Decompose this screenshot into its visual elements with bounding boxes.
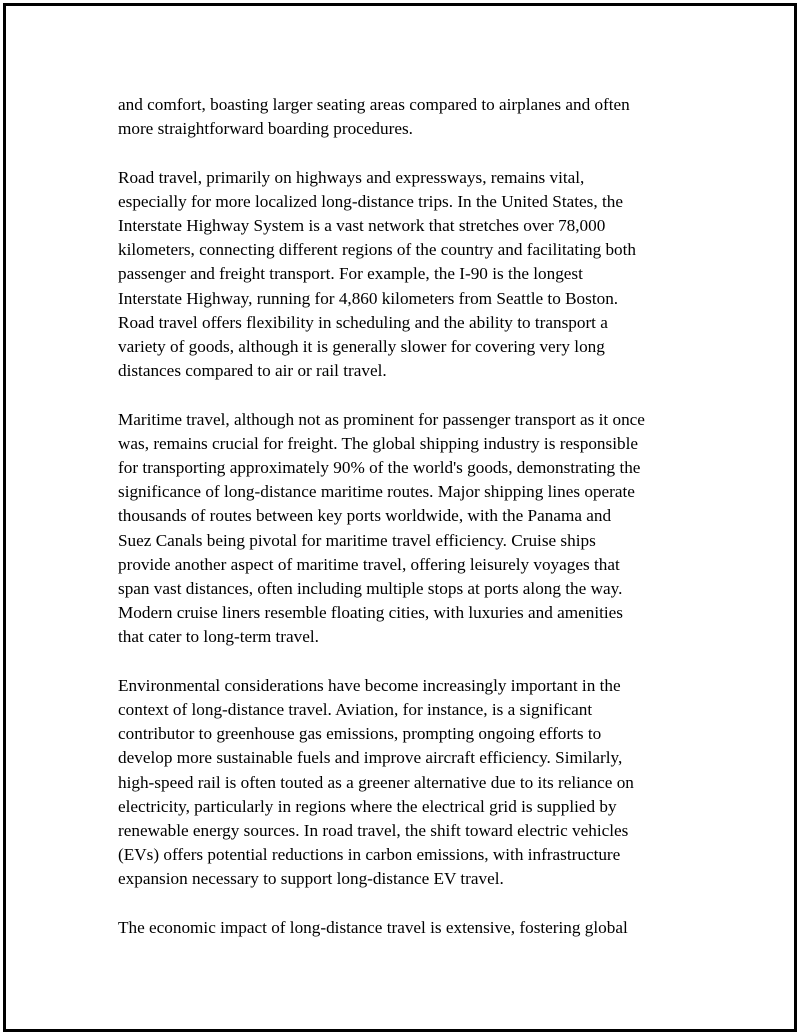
document-body	[118, 93, 688, 964]
paragraph-road-travel: Road travel, primarily on highways and expressways, remains vital, especially for more localized long-distance trips. In the United States, the Interstate Highway System is a vast network that stretches over 78,000 kilometers, connecting different regions of the country and facilitating both passenger and freight transport. For example, the I-90 is the longest Interstate Highway, running for 4,860 kilometers from Seattle to Boston. Road travel offers flexibility in scheduling and the ability to transport a variety of goods, although it is generally slower for covering very long distances compared to air or rail travel.	[118, 167, 637, 381]
paragraph-maritime-travel: Maritime travel, although not as prominent for passenger transport as it once was, remains crucial for freight. The global shipping industry is responsible for transporting approximately 90% of the world's goods, demonstrating the significance of long-distance maritime routes. Major shipping lines operate thousands of routes between key ports worldwide, with the Panama and Suez Canals being pivotal for maritime travel efficiency. Cruise ships provide another aspect of maritime travel, offering leisurely voyages that span vast distances, often including multiple stops at ports along the way. Modern cruise liners resemble floating cities, with luxuries and amenities that cater to long-term travel.	[118, 409, 645, 647]
paragraph-economic-impact: The economic impact of long-distance travel is extensive, fostering global	[118, 917, 628, 937]
paragraph-rail-comfort: and comfort, boasting larger seating areas compared to airplanes and often more straightforward boarding procedures.	[118, 95, 630, 139]
paragraph-environmental: Environmental considerations have become increasingly important in the context of long-distance travel. Aviation, for instance, is a significant contributor to greenhouse gas emissions, prompting ongoing efforts to develop more sustainable fuels and improve aircraft efficiency. Similarly, high-speed rail is often touted as a greener alternative due to its reliance on electricity, particularly in regions where the electrical grid is supplied by renewable energy sources. In road travel, the shift toward electric vehicles (EVs) offers potential reductions in carbon emissions, with infrastructure expansion necessary to support long-distance EV travel.	[118, 675, 634, 889]
